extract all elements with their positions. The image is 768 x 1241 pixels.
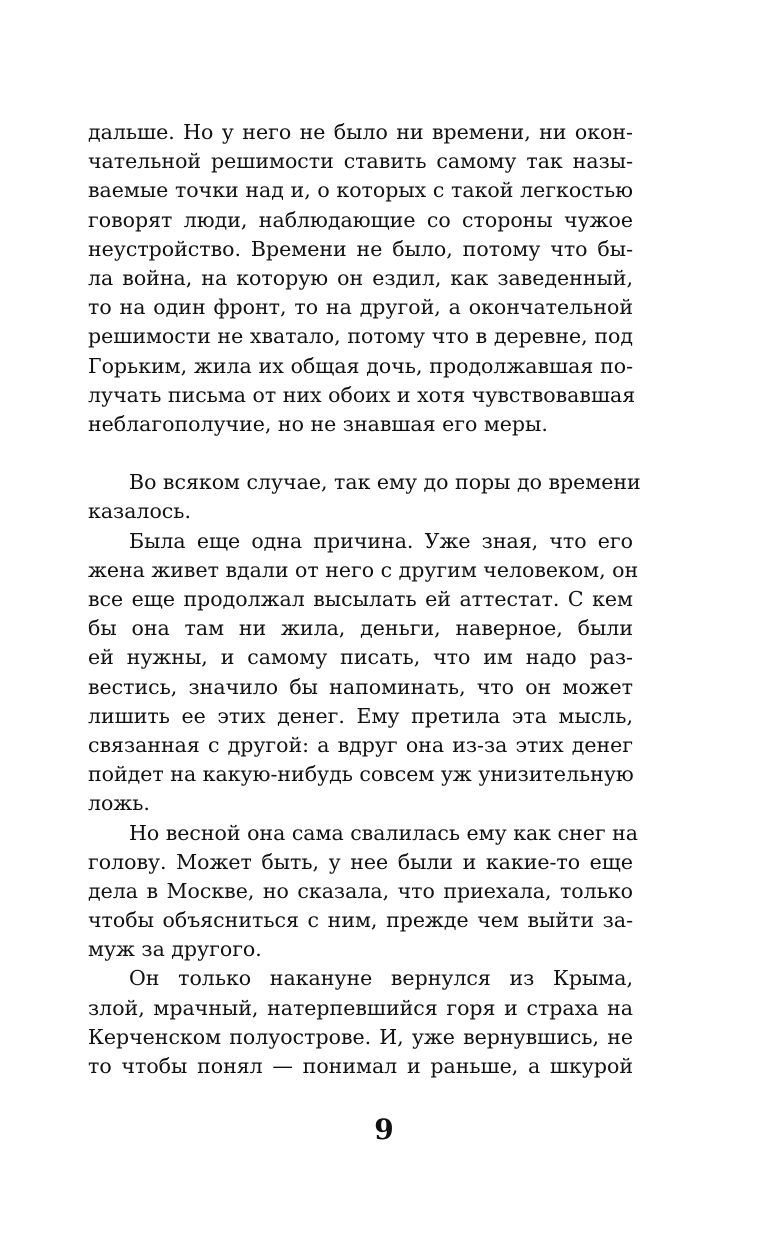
text-line: бы она там ни жила, деньги, наверное, были (88, 616, 633, 641)
text-line: дела в Москве, но сказала, что приехала, только (88, 878, 633, 903)
text-line: дальше. Но у него не было ни времени, ни окон- (88, 120, 633, 144)
text-line: неустройство. Времени не было, потому что бы- (88, 236, 633, 261)
text-line: лишить ее этих денег. Ему претила эта мысль, (88, 703, 633, 728)
paragraph-3 (88, 527, 639, 819)
text-line: лучать письма от них обоих и хотя чувствовавшая (88, 382, 636, 407)
text-line: решимости не хватало, потому что в деревне, под (88, 324, 633, 349)
body-text (88, 118, 641, 1081)
text-line: чательной решимости ставить самому так назы- (88, 149, 633, 174)
section-break (88, 439, 633, 468)
text-line: все еще продолжал высылать ей аттестат. С кем (88, 587, 633, 611)
text-line: Была еще одна причина. Уже зная, что его (129, 528, 633, 553)
text-line: голову. Может быть, у нее были и какие-то еще (88, 849, 633, 874)
text-line: казалось. (88, 499, 191, 524)
text-line: вестись, значило бы напоминать, что он может (88, 674, 633, 699)
text-line: неблагополучие, но не знавшая его меры. (88, 411, 548, 436)
text-line: Во всяком случае, так ему до поры до времени (129, 470, 641, 495)
text-line: то чтобы понял — понимал и раньше, а шкурой (88, 1054, 633, 1078)
text-line: муж за другого. (88, 937, 262, 962)
paragraph-2 (88, 468, 641, 526)
text-line: говорят люди, наблюдающие со стороны чужое (88, 207, 633, 232)
text-line: связанная с другой: а вдруг она из-за этих денег (88, 732, 633, 757)
text-line: Но весной она сама свалилась ему как снег на (129, 820, 638, 845)
paragraph-4 (88, 819, 638, 965)
text-line: ваемые точки над и, о которых с такой легкостью (88, 178, 633, 203)
text-line: чтобы объясниться с ним, прежде чем выйти за- (88, 908, 633, 933)
page-number: 9 (374, 1113, 394, 1146)
text-line: ложь. (88, 791, 150, 816)
text-line: ла война, на которую он ездил, как заведенный, (88, 265, 633, 290)
text-line: Горьким, жила их общая дочь, продолжавшая по- (88, 353, 633, 378)
text-line: пойдет на какую-нибудь совсем уж унизительную (88, 762, 634, 787)
paragraph-1 (88, 118, 636, 439)
text-line: ей нужны, и самому писать, что им надо раз- (88, 645, 633, 670)
text-line: Керченском полуострове. И, уже вернувшись, не (88, 1024, 633, 1049)
text-line: то на один фронт, то на другой, а окончательной (88, 295, 633, 320)
text-line: жена живет вдали от него с другим человеком, он (88, 557, 639, 582)
paragraph-5 (88, 964, 633, 1081)
text-line: Он только накануне вернулся из Крыма, (129, 966, 633, 991)
text-line: злой, мрачный, натерпевшийся горя и страха на (88, 995, 633, 1020)
